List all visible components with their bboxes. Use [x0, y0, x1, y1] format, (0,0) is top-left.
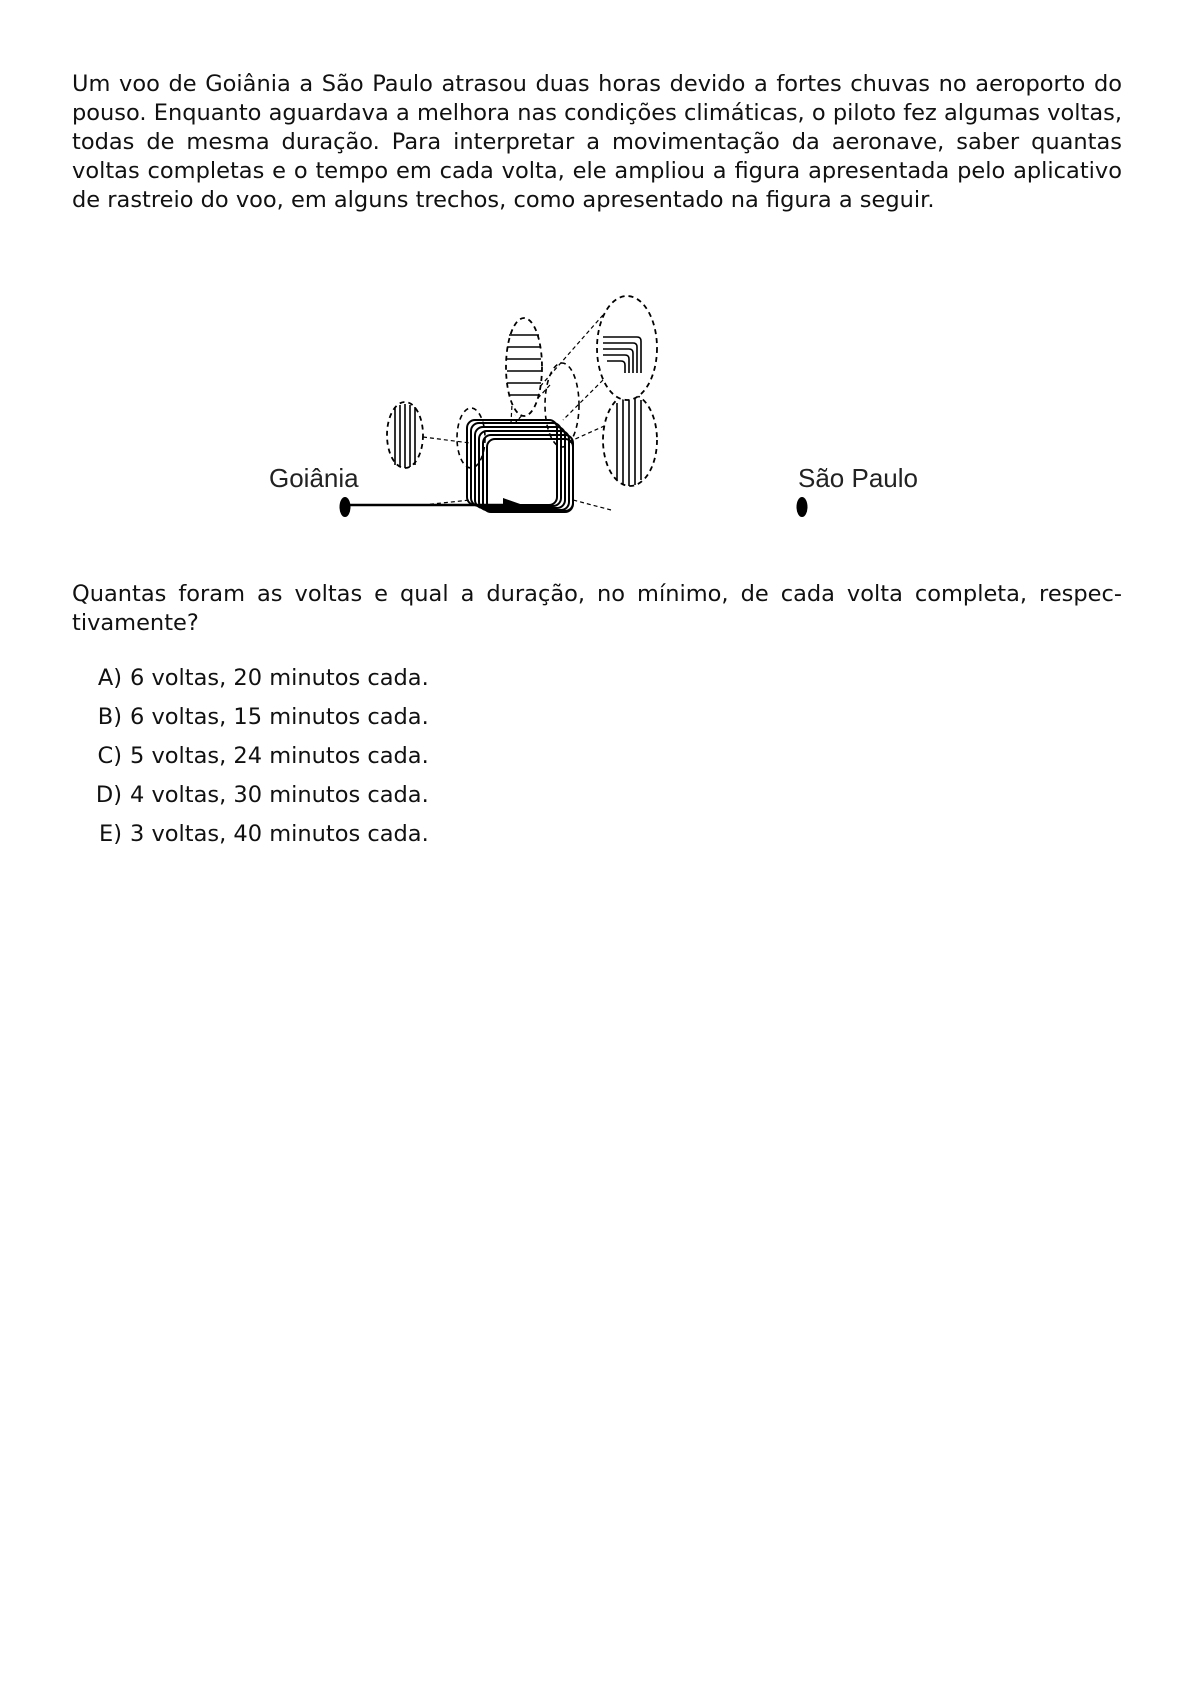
option-text: 3 voltas, 40 minutos cada. [130, 821, 429, 847]
origin-marker [340, 497, 351, 517]
zoom-ellipse-left [387, 402, 423, 468]
destination-label: São Paulo [798, 463, 918, 493]
question-intro: Um voo de Goiânia a São Paulo atrasou duas horas devido a fortes chuvas no aeroporto do pouso. Enquanto aguardava a melhora nas condições climáticas, o piloto fez algumas voltas, todas de mesma duração. Para interpretar a movimentação da aeronave, saber quantas voltas completas e o tempo em cada volta, ele ampliou a figura apresentada pelo aplicativo de rastreio do voo, em alguns trechos, como apresentado na figura a seguir. [72, 71, 1122, 213]
option-letter: D) [95, 782, 122, 808]
option-d[interactable] [72, 781, 1072, 820]
answer-options [72, 664, 1072, 859]
option-text: 5 voltas, 24 minutos cada. [130, 743, 429, 769]
option-b[interactable] [72, 703, 1072, 742]
holding-loops [467, 420, 573, 512]
flight-path-figure [245, 285, 945, 540]
zoom-ellipse-top [506, 318, 542, 416]
origin-label: Goiânia [269, 463, 359, 493]
zoom-ellipse-corner [597, 296, 657, 400]
option-letter: A) [97, 665, 122, 691]
option-e[interactable] [72, 820, 1072, 859]
option-letter: C) [97, 743, 122, 769]
option-c[interactable] [72, 742, 1072, 781]
zoom-ellipse-right [603, 394, 657, 486]
option-letter: B) [97, 704, 122, 730]
destination-marker [797, 497, 808, 517]
question-prompt: Quantas foram as voltas e qual a duração, no mínimo, de cada volta completa, respec-tivamente? [72, 581, 1122, 636]
option-a[interactable] [72, 664, 1072, 703]
option-text: 6 voltas, 20 minutos cada. [130, 665, 429, 691]
option-text: 4 voltas, 30 minutos cada. [130, 782, 429, 808]
option-letter: E) [99, 821, 122, 847]
flight-path-diagram [245, 285, 945, 540]
option-text: 6 voltas, 15 minutos cada. [130, 704, 429, 730]
